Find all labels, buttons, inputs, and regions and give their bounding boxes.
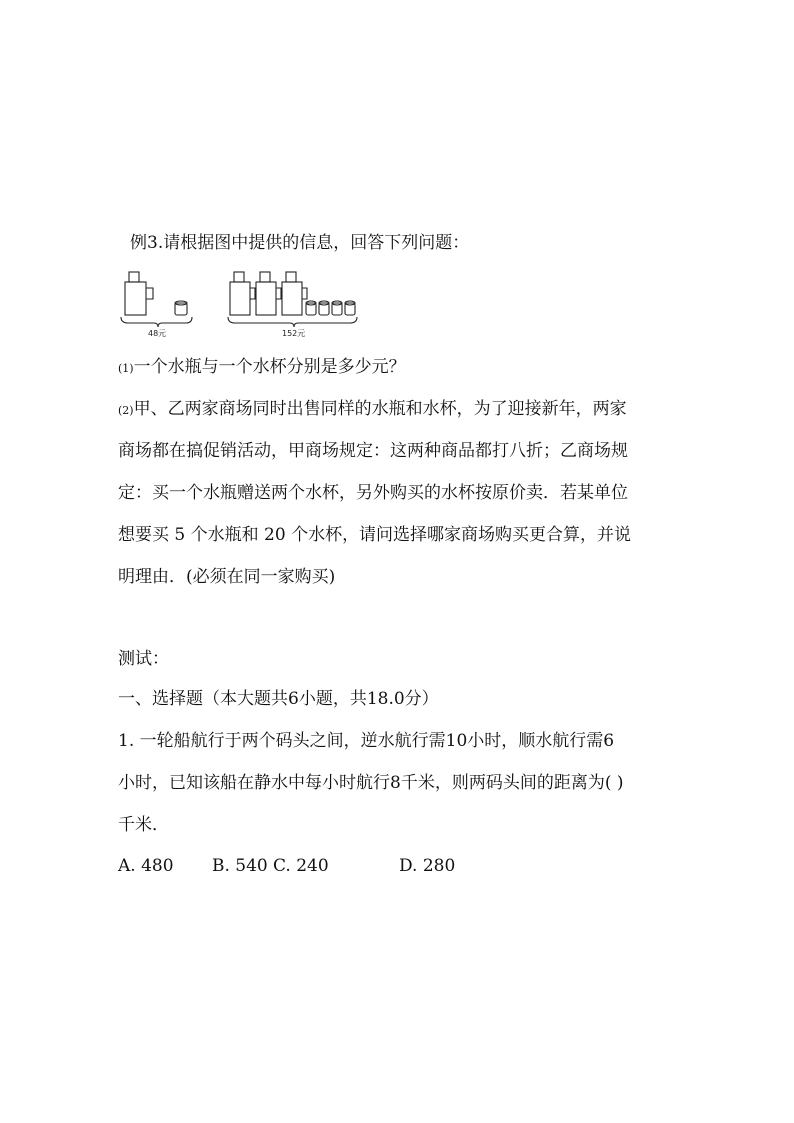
test-question-1-line-3: 千米． [118,815,169,835]
option-c: C. 240 [273,856,329,876]
bottle-icon [230,272,255,315]
bottle-icon [282,272,307,315]
brace-2 [228,317,357,327]
option-d: D. 280 [399,856,456,876]
option-b: B. 540 [212,856,268,876]
question-2-line-3: 定：买一个水瓶赠送两个水杯，另外购买的水杯按原价卖．若某单位 [118,483,628,503]
brace-1 [121,317,192,327]
section-heading: 一、选择题（本大题共6小题，共18.0分） [118,689,439,709]
question-1-number: (1) [118,362,134,375]
example-title: 例3.请根据图中提供的信息，回答下列问题： [130,233,470,253]
question-1-text: 一个水瓶与一个水杯分别是多少元？ [133,357,406,377]
group1-price-label: 48元 [148,329,167,338]
question-2-line-1: (2)甲、乙两家商场同时出售同样的水瓶和水杯，为了迎接新年，两家 [118,399,627,419]
cup-icon [345,301,355,315]
option-a: A. 480 [118,856,174,876]
bottle-cup-figure [118,268,368,340]
cup-icon [175,301,187,315]
bottle-icon [125,272,153,315]
question-1 [118,356,406,380]
cup-icon [319,301,329,315]
group2-price-label: 152元 [282,329,306,338]
question-2-line-5: 明理由．(必须在同一家购买) [118,567,336,587]
cup-icon [332,301,342,315]
test-question-1-line-2: 小时，已知该船在静水中每小时航行8千米，则两码头间的距离为( ) [118,773,624,793]
test-question-1-line-1: 1. 一轮船航行于两个码头之间，逆水航行需10小时，顺水航行需6 [118,731,615,751]
question-2-line-2: 商场都在搞促销活动，甲商场规定：这两种商品都打八折；乙商场规 [118,441,628,461]
cup-icon [306,301,316,315]
question-2-number: (2) [118,404,134,417]
question-2-line-4: 想要买 5 个水瓶和 20 个水杯，请问选择哪家商场购买更合算，并说 [118,525,632,545]
test-heading: 测试： [118,649,169,669]
bottle-icon [256,272,281,315]
